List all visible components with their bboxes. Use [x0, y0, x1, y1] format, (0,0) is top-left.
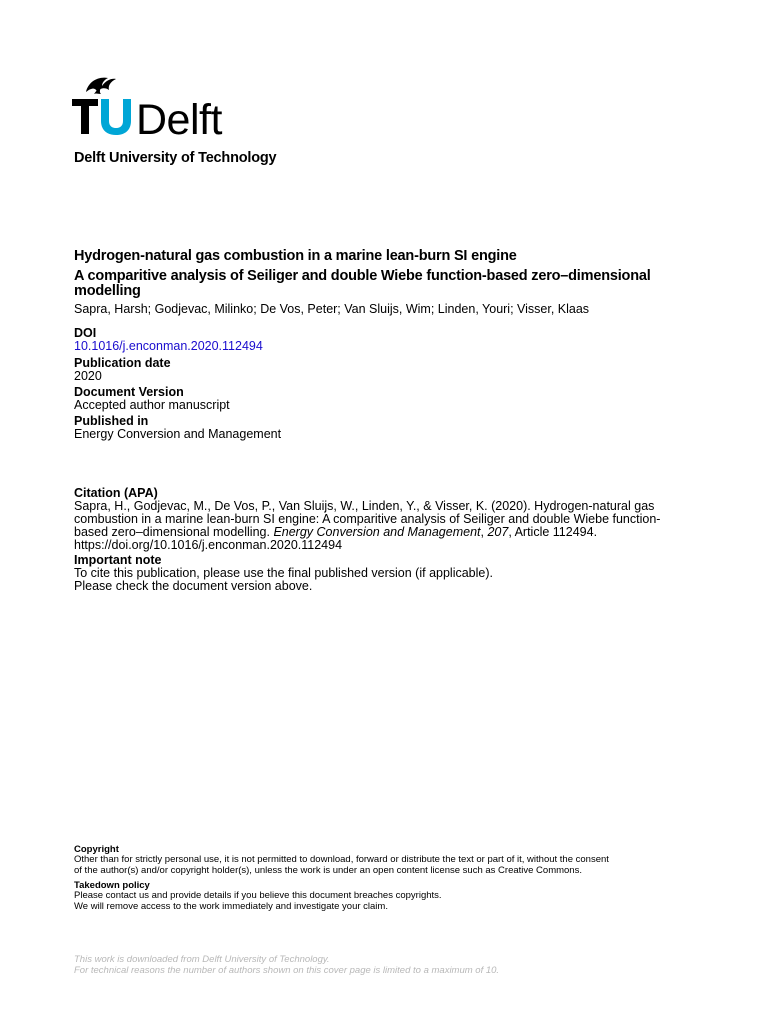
citation-volume: 207	[487, 525, 509, 539]
footer-line2: For technical reasons the number of authors shown on this cover page is limited to a maximum of 10.	[74, 964, 500, 976]
published-in-section	[74, 415, 714, 441]
takedown-line1: Please contact us and provide details if you believe this document breaches copyrights.	[74, 890, 442, 901]
flame-icon	[86, 78, 116, 94]
takedown-label: Takedown policy	[74, 880, 150, 891]
logo-delft-text: Delft	[136, 96, 222, 138]
tudelft-logo	[72, 66, 262, 138]
document-version-section	[74, 386, 714, 412]
citation-sep: ,	[480, 525, 488, 539]
paper-subtitle: A comparitive analysis of Seiliger and double Wiebe function-based zero–dimensional modelling	[74, 268, 651, 299]
citation-section	[74, 487, 694, 552]
citation-text-before: Sapra, H., Godjevac, M., De Vos, P., Van Sluijs, W., Linden, Y., & Visser, K. (2020). Hydrogen-natural gas combustion in a marine lean-burn SI engine: A comparitive analysis of Seiliger and double Wiebe function-based zero–dimensional modelling.	[74, 499, 661, 539]
important-note-label: Important note	[74, 553, 162, 567]
important-note-section	[74, 554, 694, 593]
document-version-value: Accepted author manuscript	[74, 398, 230, 412]
takedown-line2: We will remove access to the work immediately and investigate your claim.	[74, 900, 388, 912]
published-in-label: Published in	[74, 414, 149, 428]
publication-date-label: Publication date	[74, 356, 171, 370]
doi-link[interactable]: 10.1016/j.enconman.2020.112494	[74, 339, 263, 353]
important-note-line2: Please check the document version above.	[74, 579, 313, 593]
publication-date-value: 2020	[74, 369, 102, 383]
citation-url[interactable]: https://doi.org/10.1016/j.enconman.2020.112494	[74, 538, 343, 552]
citation-journal: Energy Conversion and Management	[273, 525, 481, 539]
institution-name: Delft University of Technology	[74, 150, 277, 166]
copyright-section	[74, 845, 694, 876]
doi-label: DOI	[74, 326, 97, 340]
takedown-section	[74, 881, 694, 912]
paper-authors: Sapra, Harsh; Godjevac, Milinko; De Vos, Peter; Van Sluijs, Wim; Linden, Youri; Visser, Klaas	[74, 302, 590, 316]
copyright-line1: Other than for strictly personal use, it is not permitted to download, forward or distribute the text or part of it, without the consent	[74, 854, 609, 865]
copyright-label: Copyright	[74, 844, 119, 855]
copyright-line2: of the author(s) and/or copyright holder(s), unless the work is under an open content license such as Creative Commons.	[74, 864, 582, 876]
citation-text-after: , Article 112494.	[508, 525, 598, 539]
published-in-value: Energy Conversion and Management	[74, 427, 282, 441]
citation-label: Citation (APA)	[74, 486, 158, 500]
document-version-label: Document Version	[74, 385, 184, 399]
download-footer	[74, 955, 694, 976]
tudelft-logo-graphic	[72, 66, 262, 138]
doi-section	[74, 327, 714, 353]
citation-text	[74, 500, 694, 539]
footer-line1: This work is downloaded from Delft University of Technology.	[74, 954, 330, 965]
publication-date-section	[74, 357, 714, 383]
important-note-line1: To cite this publication, please use the final published version (if applicable).	[74, 566, 493, 580]
paper-title: Hydrogen-natural gas combustion in a marine lean-burn SI engine	[74, 248, 517, 264]
